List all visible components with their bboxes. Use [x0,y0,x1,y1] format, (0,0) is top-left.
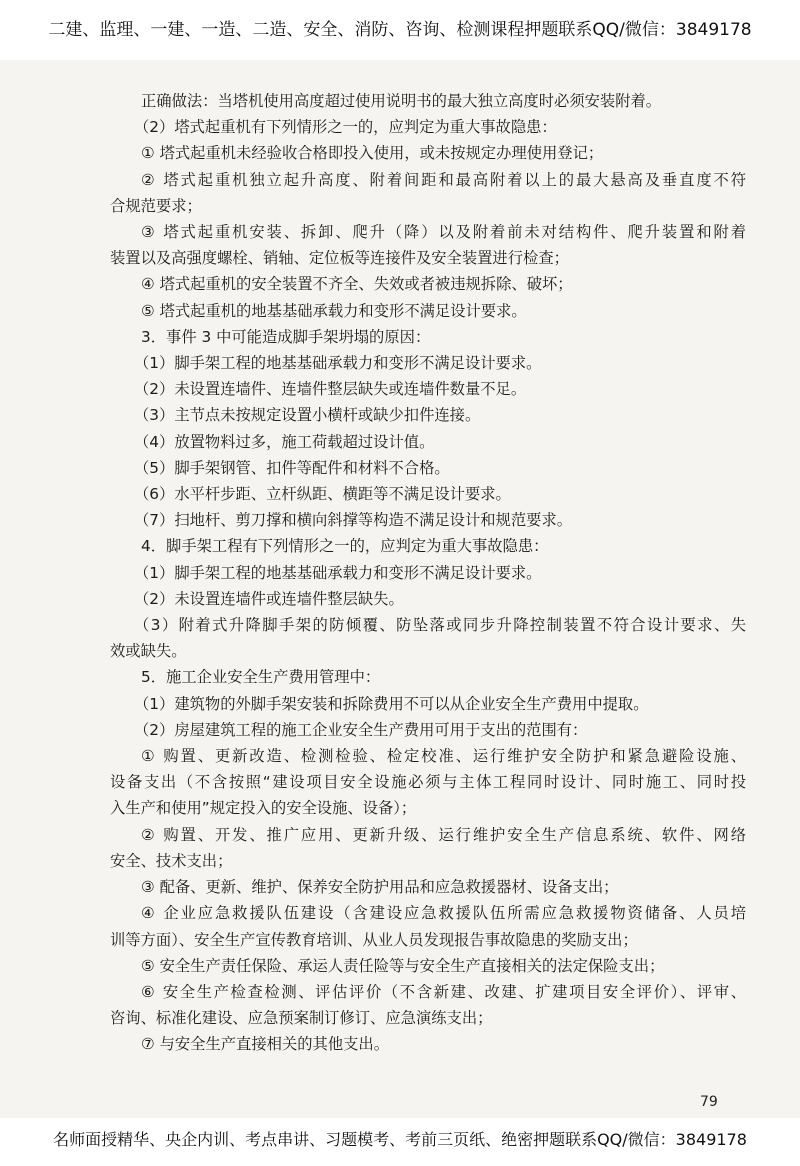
text-line: 入生产和使用”规定投入的安全设施、设备）； [110,799,417,818]
text-line: （1）脚手架工程的地基基础承载力和变形不满足设计要求。 [134,354,542,373]
text-line: （1）建筑物的外脚手架安装和拆除费用不可以从企业安全生产费用中提取。 [134,694,649,713]
text-line: （1）脚手架工程的地基基础承载力和变形不满足设计要求。 [134,563,542,582]
text-line: ① 塔式起重机未经验收合格即投入使用，或未按规定办理使用登记； [141,144,604,163]
text-line: （5）脚手架钢管、扣件等配件和材料不合格。 [134,458,450,477]
footer-banner: 名师面授精华、央企内训、考点串讲、习题模考、考前三页纸、绝密押题联系QQ/微信：3849178 [0,1118,800,1166]
text-line: （7）扫地杆、剪刀撑和横向斜撑等构造不满足设计和规范要求。 [134,511,573,530]
text-line: 合规范要求； [110,196,202,215]
text-line: 训等方面）、安全生产宣传教育培训、从业人员发现报告事故隐患的奖励支出； [110,930,638,949]
body-text [110,88,746,1058]
text-line: ⑥ 安全生产检查检测、评估评价（不含新建、改建、扩建项目安全评价）、评审、 [141,982,746,1001]
text-line: ④ 塔式起重机的安全装置不齐全、失效或者被违规拆除、破坏； [141,275,573,294]
text-line: ⑤ 安全生产责任保险、承运人责任险等与安全生产直接相关的法定保险支出； [141,956,665,975]
text-line: （3）附着式升降脚手架的防倾覆、防坠落或同步升降控制装置不符合设计要求、失 [134,616,746,635]
text-line: （6）水平杆步距、立杆纵距、横距等不满足设计要求。 [134,485,511,504]
text-line: （2）房屋建筑工程的施工企业安全生产费用可用于支出的范围有： [134,720,588,739]
text-line: ③ 配备、更新、维护、保养安全防护用品和应急救援器材、设备支出； [141,878,619,897]
text-line: ② 购置、开发、推广应用、更新升级、运行维护安全生产信息系统、软件、网络 [141,825,746,844]
text-line: 咨询、标准化建设、应急预案制订修订、应急演练支出； [110,1009,493,1028]
text-line: ⑤ 塔式起重机的地基基础承载力和变形不满足设计要求。 [141,301,527,320]
text-line: ⑦ 与安全生产直接相关的其他支出。 [141,1035,390,1054]
text-line: ① 购置、更新改造、检测检验、检定校准、运行维护安全防护和紧急避险设施、 [141,747,746,766]
text-line: 效或缺失。 [110,642,187,661]
text-line: 设备支出（不含按照“建设项目安全设施必须与主体工程同时设计、同时施工、同时投 [110,773,746,792]
text-line: 5．施工企业安全生产费用管理中： [141,668,381,687]
text-line: 3．事件 3 中可能造成脚手架坍塌的原因： [141,327,431,346]
text-line: ③ 塔式起重机安装、拆卸、爬升（降）以及附着前未对结构件、爬升装置和附着 [141,223,746,242]
text-line: （3）主节点未按规定设置小横杆或缺少扣件连接。 [134,406,481,425]
text-line: （4）放置物料过多，施工荷载超过设计值。 [134,432,435,451]
text-line: 正确做法：当塔机使用高度超过使用说明书的最大独立高度时必须安装附着。 [141,92,662,110]
text-line: （2）塔式起重机有下列情形之一的，应判定为重大事故隐患： [134,118,557,137]
text-line: （2）未设置连墙件、连墙件整层缺失或连墙件数量不足。 [134,380,527,399]
text-line: ④ 企业应急救援队伍建设（含建设应急救援队伍所需应急救援物资储备、人员培 [141,904,746,923]
text-line: 装置以及高强度螺栓、销轴、定位板等连接件及安全装置进行检查； [110,249,569,268]
text-line: 4．脚手架工程有下列情形之一的，应判定为重大事故隐患： [141,537,549,556]
text-line: 安全、技术支出； [110,851,233,870]
page-number: 79 [700,1094,718,1110]
text-line: ② 塔式起重机独立起升高度、附着间距和最高附着以上的最大悬高及垂直度不符 [141,170,746,189]
text-line: （2）未设置连墙件或连墙件整层缺失。 [134,589,404,608]
header-banner: 二建、监理、一建、一造、二造、安全、消防、咨询、检测课程押题联系QQ/微信：3849178 [0,0,800,60]
